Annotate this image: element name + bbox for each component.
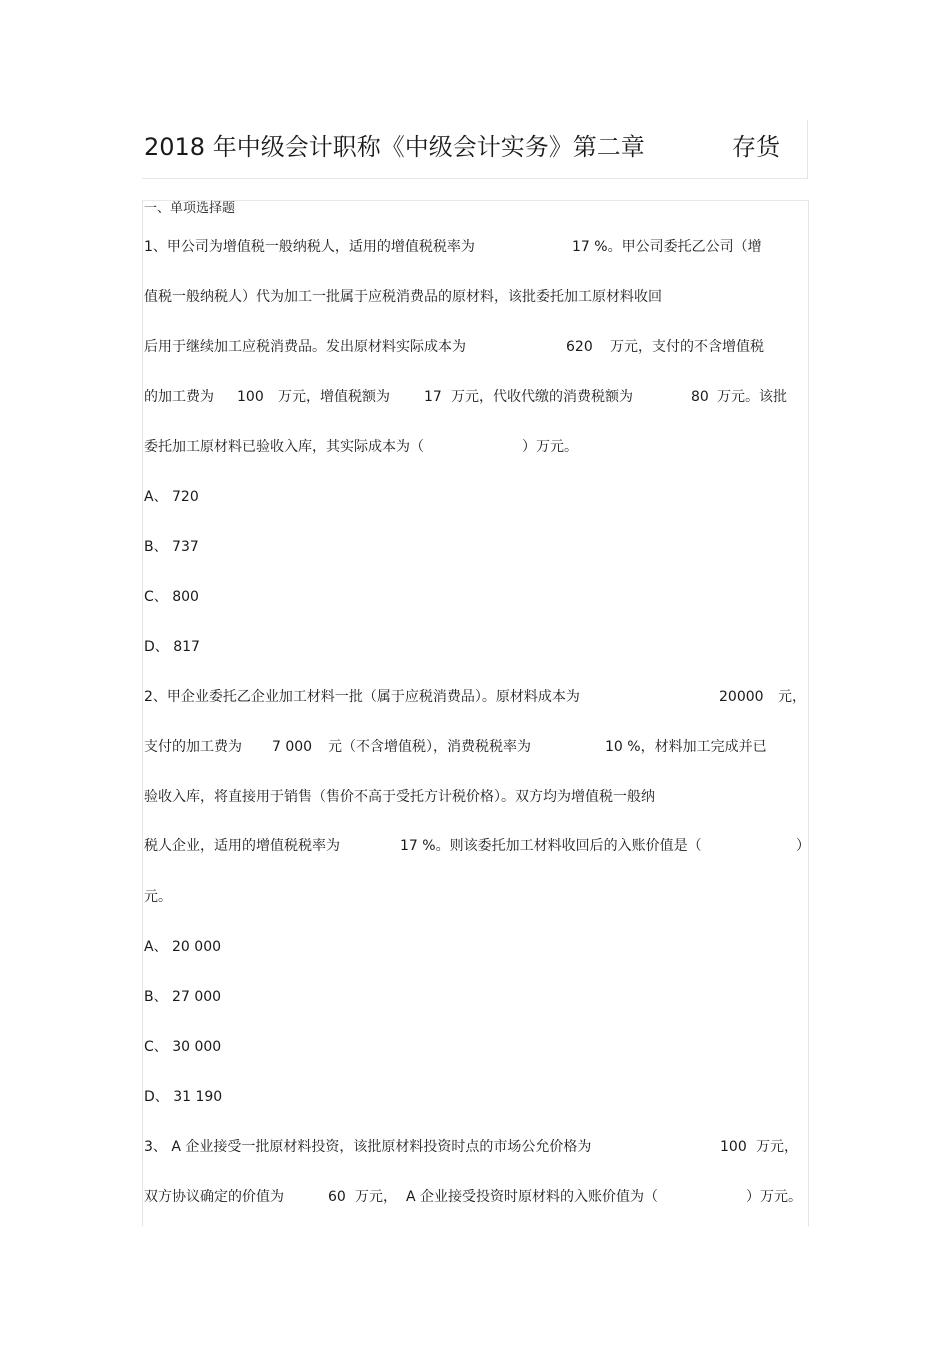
q3-text: 万元， bbox=[756, 1139, 798, 1155]
q2-text: ） bbox=[796, 838, 810, 854]
q2-text: 支付的加工费为 bbox=[144, 739, 242, 755]
title-box bbox=[142, 120, 808, 179]
q1-option-c: C、 800 bbox=[144, 589, 199, 605]
q3-text: ）万元。 bbox=[746, 1189, 802, 1205]
q3-text: 万元， bbox=[355, 1189, 397, 1205]
q1-value: 17 bbox=[424, 389, 442, 405]
q1-option-b: B、 737 bbox=[144, 539, 199, 555]
q1-option-d: D、 817 bbox=[144, 639, 200, 655]
q2-value: 7 000 bbox=[272, 739, 313, 755]
q2-option-c: C、 30 000 bbox=[144, 1039, 222, 1055]
q2-line-2 bbox=[144, 737, 767, 757]
q1-line-1 bbox=[144, 237, 762, 257]
title-main: 2018 年中级会计职称《中级会计实务》第二章 bbox=[144, 133, 645, 161]
q1-value: 100 bbox=[237, 389, 264, 405]
page-title bbox=[144, 132, 780, 162]
q1-text: 万元，代收代缴的消费税额为 bbox=[451, 389, 633, 405]
q1-text: 万元，支付的不含增值税 bbox=[610, 339, 764, 355]
q3-line-2 bbox=[144, 1187, 802, 1207]
q3-text: 双方协议确定的价值为 bbox=[144, 1189, 284, 1205]
q1-text: 1、甲公司为增值税一般纳税人，适用的增值税税率为 bbox=[144, 239, 475, 255]
q2-line-5: 元。 bbox=[144, 889, 172, 905]
q1-text: 委托加工原材料已验收入库，其实际成本为（ bbox=[144, 439, 424, 455]
q2-line-3: 验收入库，将直接用于销售（售价不高于受托方计税价格）。双方均为增值税一般纳 bbox=[144, 789, 655, 805]
q2-value: 20000 bbox=[719, 689, 764, 705]
q1-value: 80 bbox=[691, 389, 709, 405]
q1-text: 后用于继续加工应税消费品。发出原材料实际成本为 bbox=[144, 339, 466, 355]
q1-text: 万元。该批 bbox=[717, 389, 787, 405]
q1-line-4 bbox=[144, 387, 787, 407]
q3-value: 60 bbox=[328, 1189, 346, 1205]
q1-line-3 bbox=[144, 337, 764, 357]
q2-text: 元（不含增值税），消费税税率为 bbox=[328, 739, 531, 755]
q2-option-a: A、 20 000 bbox=[144, 939, 222, 955]
q2-text: 2、甲企业委托乙企业加工材料一批（属于应税消费品）。原材料成本为 bbox=[144, 689, 580, 705]
q3-value: 100 bbox=[720, 1139, 747, 1155]
q2-text: 10 %，材料加工完成并已 bbox=[605, 739, 767, 755]
q1-line-5 bbox=[144, 437, 578, 457]
section-heading: 一、单项选择题 bbox=[144, 201, 236, 216]
q3-line-1 bbox=[144, 1137, 798, 1157]
q2-text: 元， bbox=[778, 689, 806, 705]
q1-text: 万元，增值税额为 bbox=[278, 389, 390, 405]
q3-text: A 企业接受投资时原材料的入账价值为（ bbox=[406, 1189, 659, 1205]
q2-line-4 bbox=[144, 836, 810, 856]
q1-text: ）万元。 bbox=[522, 439, 578, 455]
q1-option-a: A、 720 bbox=[144, 489, 199, 505]
q2-text: 税人企业，适用的增值税税率为 bbox=[144, 838, 340, 854]
q1-value: 620 bbox=[566, 339, 593, 355]
q2-option-d: D、 31 190 bbox=[144, 1089, 223, 1105]
q1-text: 17 %。甲公司委托乙公司（增 bbox=[572, 239, 762, 255]
q1-line-2: 值税一般纳税人）代为加工一批属于应税消费品的原材料，该批委托加工原材料收回 bbox=[144, 289, 662, 305]
title-tail: 存货 bbox=[732, 133, 780, 161]
q1-text: 的加工费为 bbox=[144, 389, 214, 405]
q2-option-b: B、 27 000 bbox=[144, 989, 222, 1005]
q3-text: 3、 A 企业接受一批原材料投资，该批原材料投资时点的市场公允价格为 bbox=[144, 1139, 592, 1155]
q2-line-1 bbox=[144, 687, 806, 707]
q2-text: 17 %。则该委托加工材料收回后的入账价值是（ bbox=[400, 838, 702, 854]
